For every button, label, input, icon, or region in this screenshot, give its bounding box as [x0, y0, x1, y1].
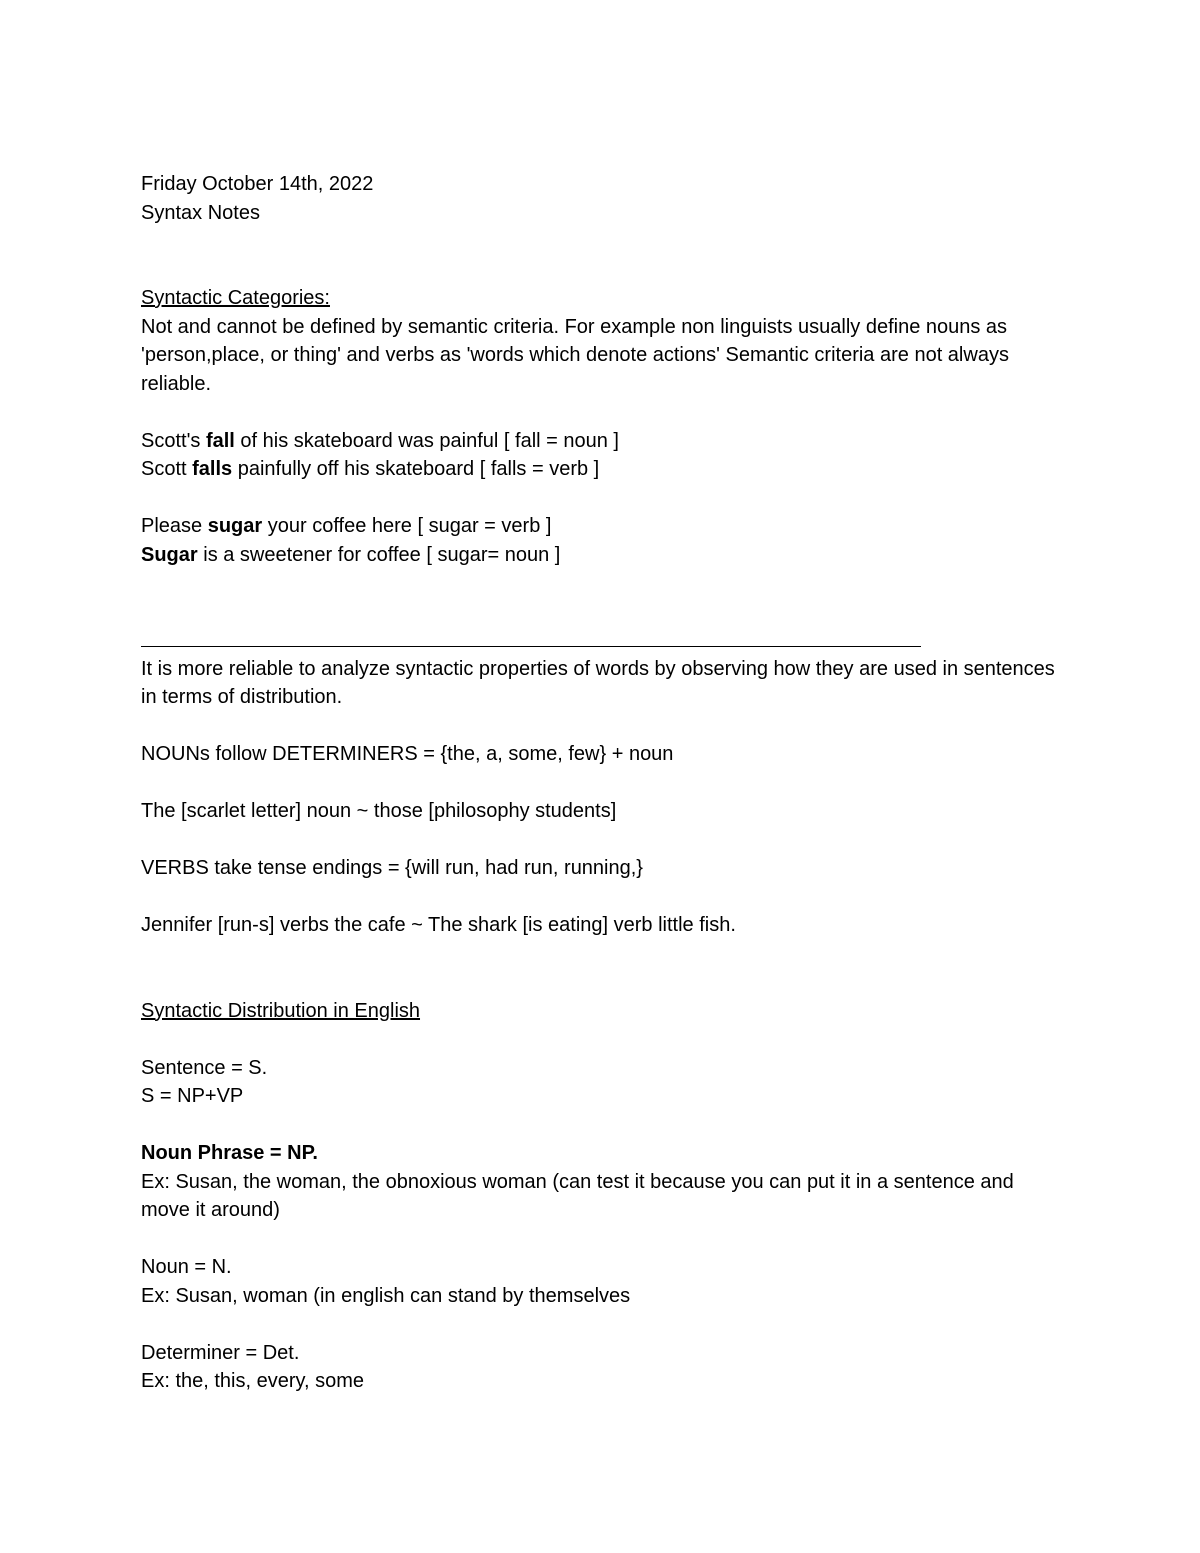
horizontal-divider	[141, 626, 921, 655]
noun-example: Ex: Susan, woman (in english can stand by themselves	[141, 1284, 631, 1307]
nouns-rule: NOUNs follow DETERMINERS = {the, a, some, few} + noun	[141, 743, 674, 765]
example-sugar-noun: Sugar is a sweetener for coffee [ sugar= noun ]	[141, 543, 561, 566]
spacer	[141, 1225, 1056, 1254]
sentence-definition: Sentence = S.	[141, 1056, 268, 1079]
noun-phrase-example: Ex: Susan, the woman, the obnoxious woman (can test it because you can put it in a sentence and move it around)	[141, 1170, 1014, 1221]
document-body	[141, 170, 1056, 1396]
example-sugar-verb: Please sugar your coffee here [ sugar = verb ]	[141, 515, 552, 537]
emphasis-word: sugar	[207, 515, 263, 537]
determiner-example: Ex: the, this, every, some	[141, 1370, 365, 1392]
spacer	[141, 1310, 1056, 1339]
spacer	[141, 826, 1056, 855]
distribution-intro: It is more reliable to analyze syntactic properties of words by observing how they are used in sentences in terms of distribution.	[141, 657, 1055, 708]
noun-definition: Noun = N.	[141, 1256, 232, 1278]
emphasis-word: Sugar	[141, 543, 198, 566]
verbs-example: Jennifer [run-s] verbs the cafe ~ The shark [is eating] verb little fish.	[141, 914, 736, 936]
spacer	[141, 1025, 1056, 1054]
sentence-rule: S = NP+VP	[141, 1085, 244, 1107]
section-heading-english: Syntactic Distribution in English	[141, 999, 421, 1022]
spacer	[141, 484, 1056, 513]
spacer	[141, 227, 1056, 284]
spacer	[141, 1111, 1056, 1140]
spacer	[141, 883, 1056, 912]
section-heading-categories: Syntactic Categories:	[141, 287, 330, 309]
nouns-example: The [scarlet letter] noun ~ those [philosophy students]	[141, 800, 617, 822]
note-title: Syntax Notes	[141, 201, 260, 224]
spacer	[141, 940, 1056, 997]
categories-intro: Not and cannot be defined by semantic criteria. For example non linguists usually define nouns as 'person,place, or thing' and verbs as 'words which denote actions' Semantic criteria are not always reliable.	[141, 315, 1009, 395]
example-fall-noun: Scott's fall of his skateboard was painful [ fall = noun ]	[141, 429, 619, 452]
spacer	[141, 398, 1056, 427]
spacer	[141, 769, 1056, 798]
verbs-rule: VERBS take tense endings = {will run, had run, running,}	[141, 857, 643, 879]
determiner-definition: Determiner = Det.	[141, 1341, 300, 1364]
spacer	[141, 712, 1056, 741]
example-falls-verb: Scott falls painfully off his skateboard [ falls = verb ]	[141, 458, 600, 480]
noun-phrase-heading: Noun Phrase = NP.	[141, 1142, 318, 1164]
emphasis-word: falls	[192, 458, 233, 480]
emphasis-word: fall	[205, 429, 235, 452]
spacer	[141, 569, 1056, 626]
note-date: Friday October 14th, 2022	[141, 173, 374, 195]
